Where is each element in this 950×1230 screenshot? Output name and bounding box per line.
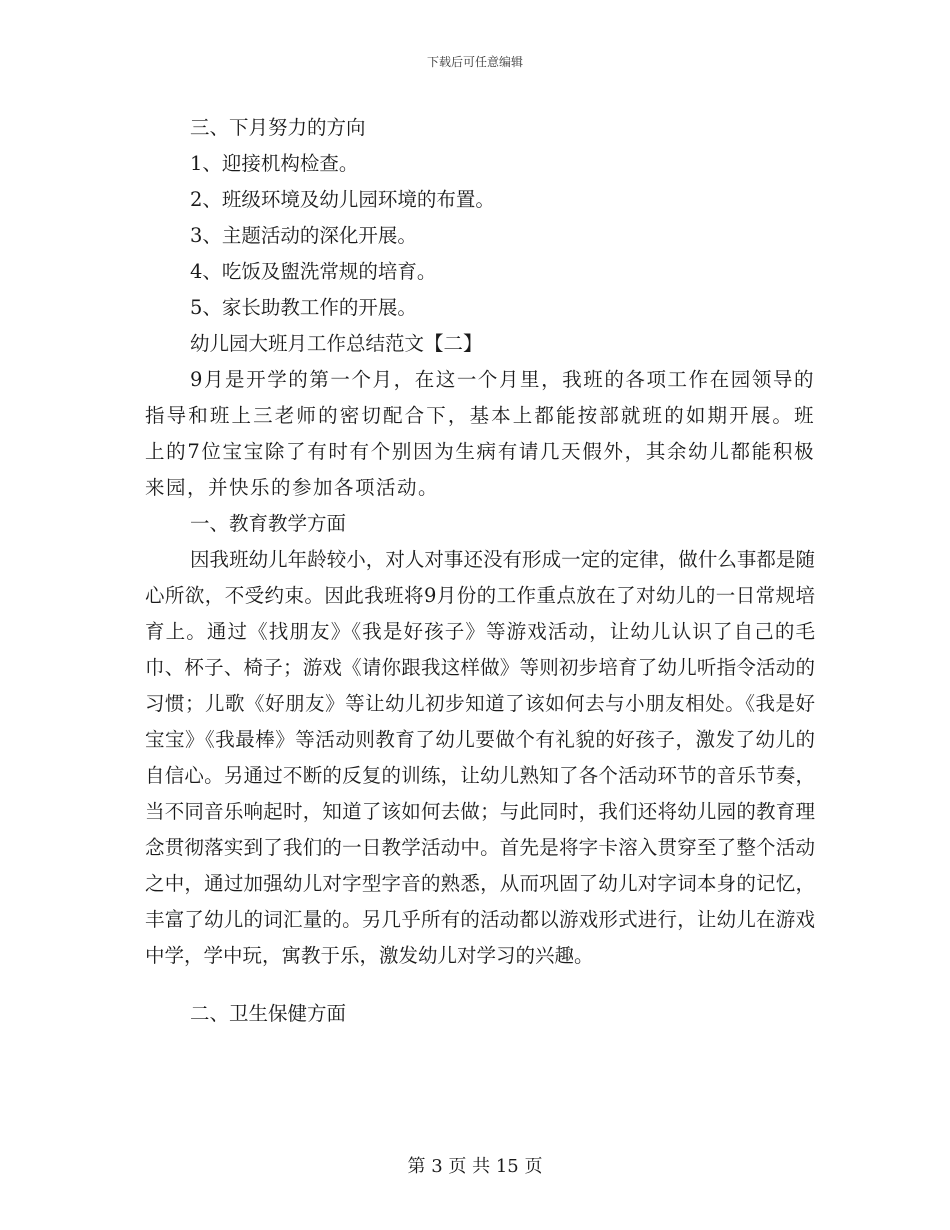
page-header: 下载后可任意编辑: [426, 55, 523, 69]
document-body: [145, 110, 815, 1032]
list-item: 2、班级环境及幼儿园环境的布置。: [190, 188, 495, 211]
list-item: 1、迎接机构检查。: [190, 152, 359, 175]
list-item: 3、主题活动的深化开展。: [190, 224, 417, 247]
intro-paragraph: 9月是开学的第一个月，在这一个月里，我班的各项工作在园领导的指导和班上三老师的密切配合下，基本上都能按部就班的如期开展。班上的7位宝宝除了有时有个别因为生病有请几天假外，其余幼儿都能积极来园，并快乐的参加各项活动。: [145, 368, 815, 499]
paragraph-gap: [145, 974, 815, 996]
section1-title: 一、教育教学方面: [190, 512, 347, 535]
list-item: 4、吃饭及盥洗常规的培育。: [190, 260, 437, 283]
article-title: 幼儿园大班月工作总结范文【二】: [190, 332, 483, 355]
section1-paragraph: 因我班幼儿年龄较小，对人对事还没有形成一定的定律，做什么事都是随心所欲，不受约束。因此我班将9月份的工作重点放在了对幼儿的一日常规培育上。通过《找朋友》《我是好孩子》等游戏活动，让幼儿认识了自己的毛巾、杯子、椅子；游戏《请你跟我这样做》等则初步培育了幼儿听指令活动的习惯；儿歌《好朋友》等让幼儿初步知道了该如何去与小朋友相处。《我是好宝宝》《我最棒》等活动则教育了幼儿要做个有礼貌的好孩子，激发了幼儿的自信心。另通过不断的反复的训练，让幼儿熟知了各个活动环节的音乐节奏，当不同音乐响起时，知道了该如何去做；与此同时，我们还将幼儿园的教育理念贯彻落实到了我们的一日教学活动中。首先是将字卡溶入贯穿至了整个活动之中，通过加强幼儿对字型字音的熟悉，从而巩固了幼儿对字词本身的记忆，丰富了幼儿的词汇量的。另几乎所有的活动都以游戏形式进行，让幼儿在游戏中学，学中玩，寓教于乐，激发幼儿对学习的兴趣。: [145, 548, 815, 967]
section2-title: 二、卫生保健方面: [190, 1002, 347, 1025]
section3-title: 三、下月努力的方向: [190, 116, 366, 139]
page-footer: 第 3 页 共 15 页: [407, 1156, 543, 1177]
list-item: 5、家长助教工作的开展。: [190, 296, 417, 319]
